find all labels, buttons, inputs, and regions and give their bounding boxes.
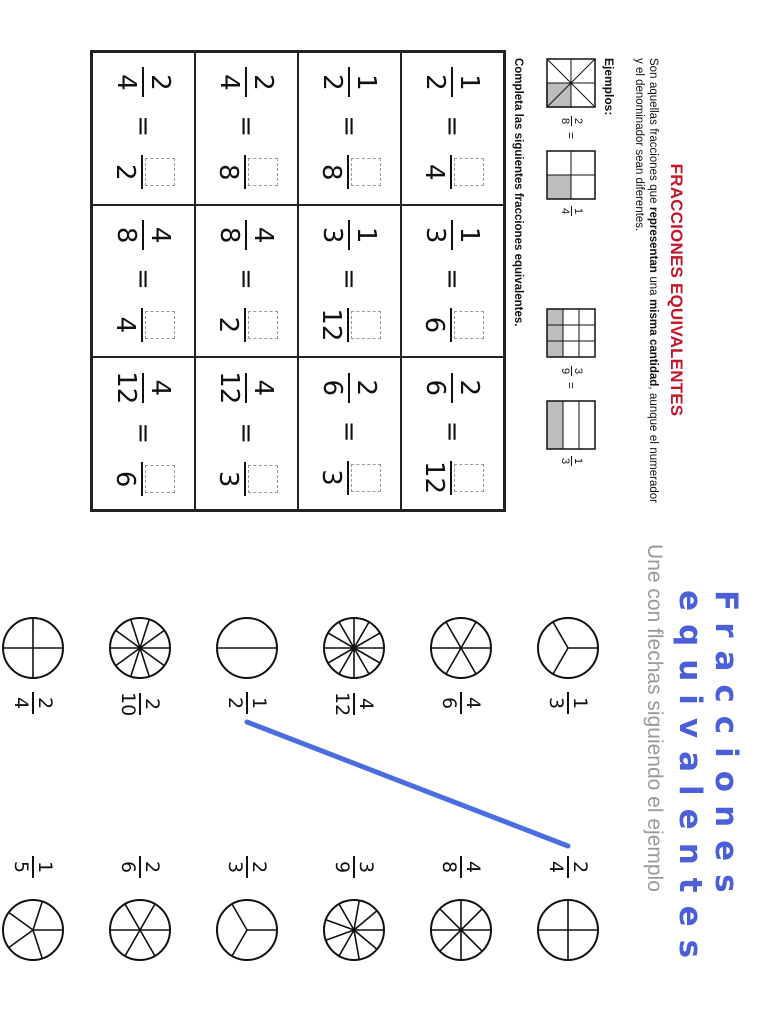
equals-sign: = [128,422,159,445]
fraction-cell [401,52,504,205]
denominator: 2 [224,696,246,710]
equals-sign: = [437,268,468,290]
denominator: 8 [559,117,571,125]
denominator: 3 [559,457,571,465]
answer-denominator: 2 [213,316,244,334]
numerator: 4 [248,226,279,244]
answer-box[interactable] [146,465,176,493]
answer-denominator: 3 [213,470,244,488]
matching-diagram [0,530,768,1024]
answer-box[interactable] [249,311,279,339]
intro-bold: misma cantidad [647,299,659,387]
intro-part: una [647,272,659,300]
numerator: 4 [462,860,484,874]
given-fraction [422,220,484,250]
numerator: 4 [145,379,176,397]
examples-label: Ejemplos: [602,58,616,116]
left-fraction-label [225,692,269,714]
equals-sign: = [128,115,159,138]
intro-part: , aunque el numerador y el denominador sean diferentes. [633,58,659,504]
given-fraction [216,220,278,250]
denominator: 8 [438,860,460,874]
right-fraction-label [118,856,162,878]
answer-denominator: 6 [110,470,141,488]
given-fraction [113,220,175,250]
given-fraction [422,67,484,97]
right-fraction-circle[interactable] [3,900,63,960]
denominator: 4 [545,860,567,874]
answer-denominator: 12 [316,308,347,342]
title-line1: Fracciones [708,590,744,906]
denominator: 4 [111,74,142,91]
answer-denominator: 8 [316,163,347,181]
numerator: 2 [569,860,591,874]
denominator: 3 [545,696,567,710]
answer-denominator: 12 [419,461,450,495]
fraction-cell [298,205,401,358]
denominator: 9 [331,860,353,874]
example2-right-fraction [559,456,584,466]
answer-box[interactable] [352,158,382,186]
right-fraction-label [332,856,376,878]
answer-denominator: 8 [213,163,244,181]
given-fraction [216,371,278,404]
equals-sign: = [231,115,262,138]
numerator: 2 [141,860,163,874]
answer-fraction [112,462,176,496]
numerator: 2 [454,379,485,397]
answer-fraction [215,308,279,342]
numerator: 3 [355,860,377,874]
right-fraction-circle[interactable] [324,900,384,960]
right-fraction-label [11,856,55,878]
denominator: 4 [559,207,571,215]
left-fraction-label [11,692,55,714]
answer-denominator: 4 [110,316,141,334]
intro-part: Son aquellas fracciones que [647,58,659,207]
numerator: 1 [34,860,56,874]
denominator: 4 [214,74,245,91]
numerator: 2 [572,117,584,125]
left-fraction-label [439,692,483,714]
intro-bold: representan [647,206,659,273]
answer-fraction [318,461,382,495]
left-fraction-circle[interactable] [217,618,277,678]
equals-sign: = [334,420,365,443]
given-fraction [216,67,278,97]
given-fraction [319,373,381,403]
numerator: 2 [145,74,176,91]
equals-sign: = [437,115,468,138]
answer-denominator: 2 [110,163,141,181]
given-fraction [319,220,381,250]
fraction-grid [90,50,506,512]
answer-box[interactable] [249,465,279,493]
answer-box[interactable] [455,464,485,492]
example2-equals: = [564,382,578,390]
equals-sign: = [231,268,262,290]
square-quarters-diagram [546,150,596,200]
square-ninths-diagram [546,308,596,358]
denominator: 3 [420,226,451,244]
answer-box[interactable] [146,158,176,186]
denominator: 6 [117,860,139,874]
given-fraction [113,67,175,97]
answer-box[interactable] [455,158,485,186]
answer-fraction [215,462,279,496]
denominator: 2 [317,74,348,91]
denominator: 9 [559,367,571,375]
given-fraction [319,67,381,97]
numerator: 2 [34,696,56,710]
answer-box[interactable] [249,158,279,186]
numerator: 1 [572,457,584,465]
answer-denominator: 4 [419,163,450,181]
equals-sign: = [334,115,365,138]
numerator: 2 [248,74,279,91]
square-eighths-diagram [546,58,596,108]
answer-fraction [421,155,485,189]
equals-sign: = [128,268,159,290]
left-fraction-label [332,692,376,716]
denominator: 2 [420,74,451,91]
answer-box[interactable] [146,311,176,339]
numerator: 1 [351,74,382,91]
right-fraction-circle[interactable] [431,900,491,960]
left-fraction-circle[interactable] [3,618,63,678]
denominator: 6 [438,696,460,710]
answer-fraction [112,308,176,342]
answer-fraction [421,308,485,342]
square-thirds-diagram [546,400,596,450]
denominator: 10 [117,692,139,717]
numerator: 1 [572,207,584,215]
intro-text [632,58,660,503]
numerator: 1 [454,226,485,244]
example2-left-fraction [559,366,584,376]
example1-left-fraction [559,116,584,126]
left-fraction-circle[interactable] [538,618,598,678]
numerator: 4 [145,226,176,244]
fraction-cell [92,205,195,358]
instruction-text: Completa las siguientes fracciones equivalentes. [512,58,524,327]
numerator: 4 [462,696,484,710]
left-fraction-circle[interactable] [324,618,384,678]
numerator: 1 [454,74,485,91]
numerator: 3 [572,367,584,375]
denominator: 3 [317,226,348,244]
fraction-cell [92,52,195,205]
title-line2: equivalentes [672,590,708,972]
denominator: 8 [214,226,245,244]
matching-panel [0,530,768,1024]
equals-sign: = [334,268,365,290]
example1-right-fraction [559,206,584,216]
example-arrow-line [247,722,568,846]
answer-fraction [318,308,382,342]
right-fraction-circle[interactable] [110,900,170,960]
numerator: 4 [248,379,279,397]
right-fraction-circle[interactable] [217,900,277,960]
equals-sign: = [231,422,262,445]
numerator: 4 [355,698,377,711]
left-fraction-label [118,692,162,716]
denominator: 8 [111,226,142,244]
numerator: 1 [569,696,591,710]
answer-box[interactable] [455,311,485,339]
answer-fraction [112,155,176,189]
matching-subtitle: Une con flechas siguiendo el ejemplo [643,544,666,892]
fraction-cell [401,205,504,358]
fraction-cell [298,52,401,205]
fraction-cell [92,357,195,510]
fraction-cell [401,357,504,510]
numerator: 1 [351,226,382,244]
denominator: 3 [224,860,246,874]
answer-denominator: 6 [419,316,450,334]
denominator: 12 [214,371,245,405]
right-fraction-circle[interactable] [538,900,598,960]
answer-denominator: 3 [316,469,347,486]
fraction-cell [195,205,298,358]
fraction-cell [195,357,298,510]
left-fraction-label [546,692,590,714]
given-fraction [422,373,484,403]
answer-box[interactable] [352,464,382,492]
fraction-cell [298,357,401,510]
example1-equals: = [564,132,578,140]
left-fraction-circle[interactable] [431,618,491,678]
left-fraction-circle[interactable] [110,618,170,678]
given-fraction [113,371,175,404]
right-fraction-label [225,856,269,878]
denominator: 12 [331,692,353,717]
answer-box[interactable] [352,311,382,339]
numerator: 2 [351,379,382,397]
worksheet-title: FRACCIONES EQUIVALENTES [667,163,686,417]
right-fraction-label [439,856,483,878]
denominator: 12 [111,371,142,405]
right-fraction-label [546,856,590,878]
answer-fraction [318,155,382,189]
numerator: 1 [248,696,270,710]
denominator: 6 [420,379,451,397]
denominator: 5 [10,860,32,874]
answer-fraction [215,155,279,189]
denominator: 6 [317,379,348,397]
fraction-cell [195,52,298,205]
denominator: 4 [10,696,32,710]
answer-fraction [421,461,485,495]
examples-row [530,58,596,508]
numerator: 2 [248,860,270,874]
equals-sign: = [437,420,468,443]
numerator: 2 [141,698,163,711]
